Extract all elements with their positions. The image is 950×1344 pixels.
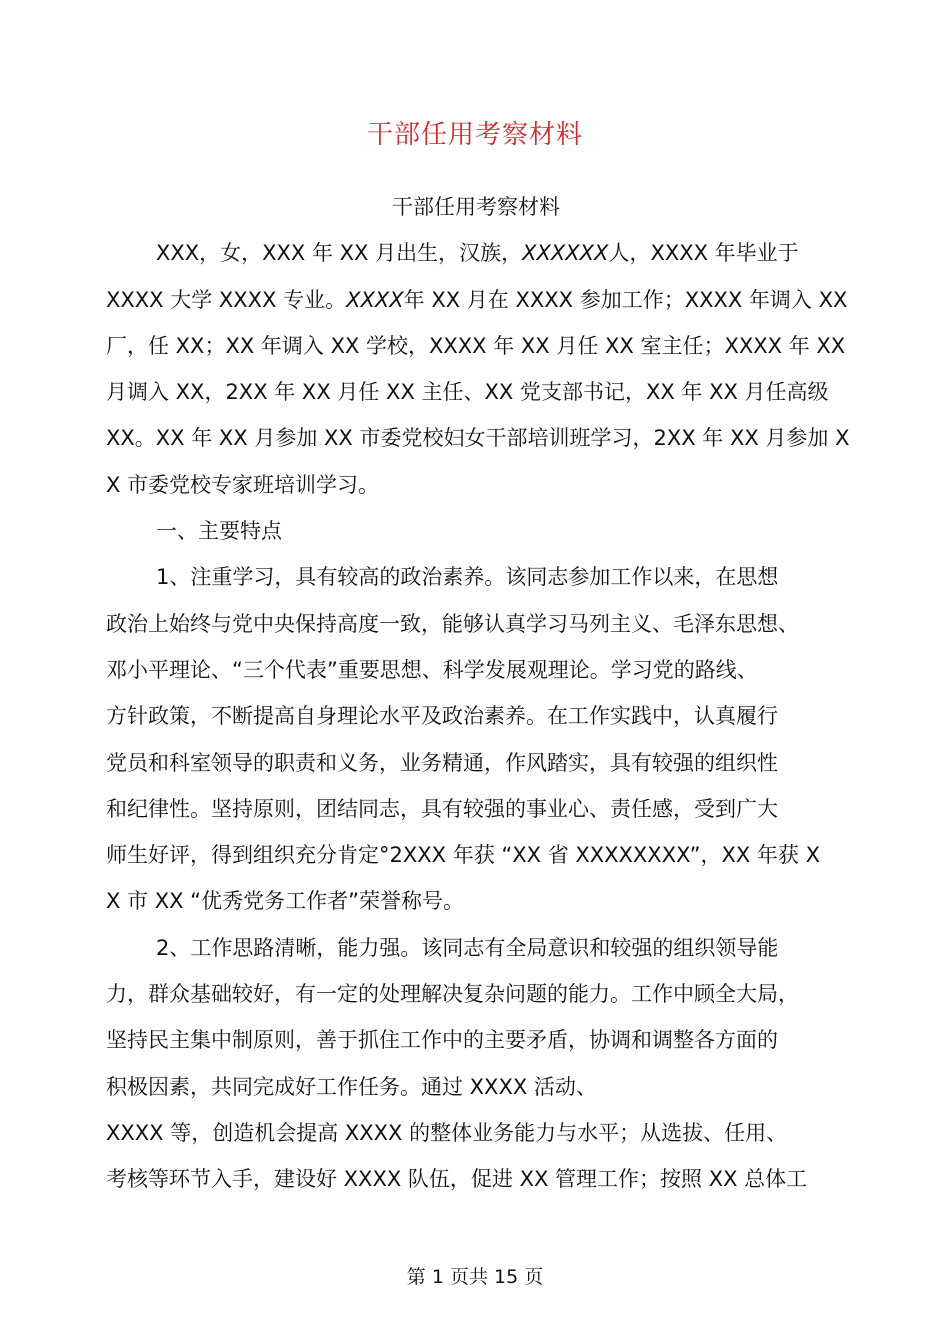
- intro-line-5: XX。XX 年 XX 月参加 XX 市委党校妇女干部培训班学习，2XX 年 XX 月参加 X: [106, 426, 850, 451]
- paragraph-line: 师生好评，得到组织充分肯定°2XXX 年获 “XX 省 XXXXXXXX”，XX 年获 X: [106, 843, 820, 868]
- paragraph-line: 积极因素，共同完成好工作任务。通过 XXXX 活动、: [106, 1074, 597, 1099]
- document-title: 干部任用考察材料: [366, 120, 583, 150]
- intro-text: XXXX 大学 XXXX 专业。: [106, 287, 347, 312]
- paragraph-line: 1、注重学习，具有较高的政治素养。该同志参加工作以来，在思想: [156, 565, 779, 590]
- intro-line-6: X 市委党校专家班培训学习。: [106, 472, 380, 497]
- intro-text: XXXXXX: [522, 241, 609, 266]
- document-subtitle: 干部任用考察材料: [392, 195, 560, 219]
- intro-line-2: [106, 277, 846, 323]
- paragraph-line: 力，群众基础较好，有一定的处理解决复杂问题的能力。工作中顾全大局，: [106, 982, 799, 1007]
- intro-line-4: 月调入 XX，2XX 年 XX 月任 XX 主任、XX 党支部书记，XX 年 XX 月任高级: [106, 380, 829, 405]
- intro-line-3: 厂，任 XX；XX 年调入 XX 学校，XXXX 年 XX 月任 XX 室主任；XXXX 年 XX: [106, 333, 846, 358]
- paragraph-line: 邓小平理论、“三个代表”重要思想、科学发展观理论。学习党的路线、: [106, 657, 758, 682]
- intro-text: 人，XXXX 年毕业于: [608, 241, 799, 266]
- document-body: [106, 184, 850, 1203]
- intro-text: XXXX: [346, 287, 404, 312]
- section-heading: 一、主要特点: [156, 519, 282, 544]
- paragraph-line: X 市 XX “优秀党务工作者”荣誉称号。: [106, 889, 464, 914]
- intro-text: XXX，女，XXX 年 XX 月出生，汉族，: [156, 241, 523, 266]
- paragraph-line: 和纪律性。坚持原则，团结同志，具有较强的事业心、责任感，受到广大: [106, 796, 778, 821]
- page-indicator: 第 1 页共 15 页: [406, 1266, 544, 1288]
- intro-text: 年 XX 月在 XXXX 参加工作；XXXX 年调入 XX: [403, 287, 848, 312]
- paragraph-line: 考核等环节入手，建设好 XXXX 队伍，促进 XX 管理工作；按照 XX 总体工: [106, 1167, 808, 1192]
- paragraph-line: 政治上始终与党中央保持高度一致，能够认真学习马列主义、毛泽东思想、: [106, 611, 799, 636]
- paragraph-line: XXXX 等，创造机会提高 XXXX 的整体业务能力与水平；从选拔、任用、: [106, 1120, 788, 1145]
- intro-line-1: [106, 230, 846, 276]
- paragraph-line: 2、工作思路清晰，能力强。该同志有全局意识和较强的组织领导能: [156, 935, 779, 960]
- paragraph-line: 方针政策，不断提高自身理论水平及政治素养。在工作实践中，认真履行: [106, 704, 778, 729]
- paragraph-line: 党员和科室领导的职责和义务，业务精通，作风踏实，具有较强的组织性: [106, 750, 778, 775]
- paragraph-line: 坚持民主集中制原则，善于抓住工作中的主要矛盾，协调和调整各方面的: [106, 1028, 778, 1053]
